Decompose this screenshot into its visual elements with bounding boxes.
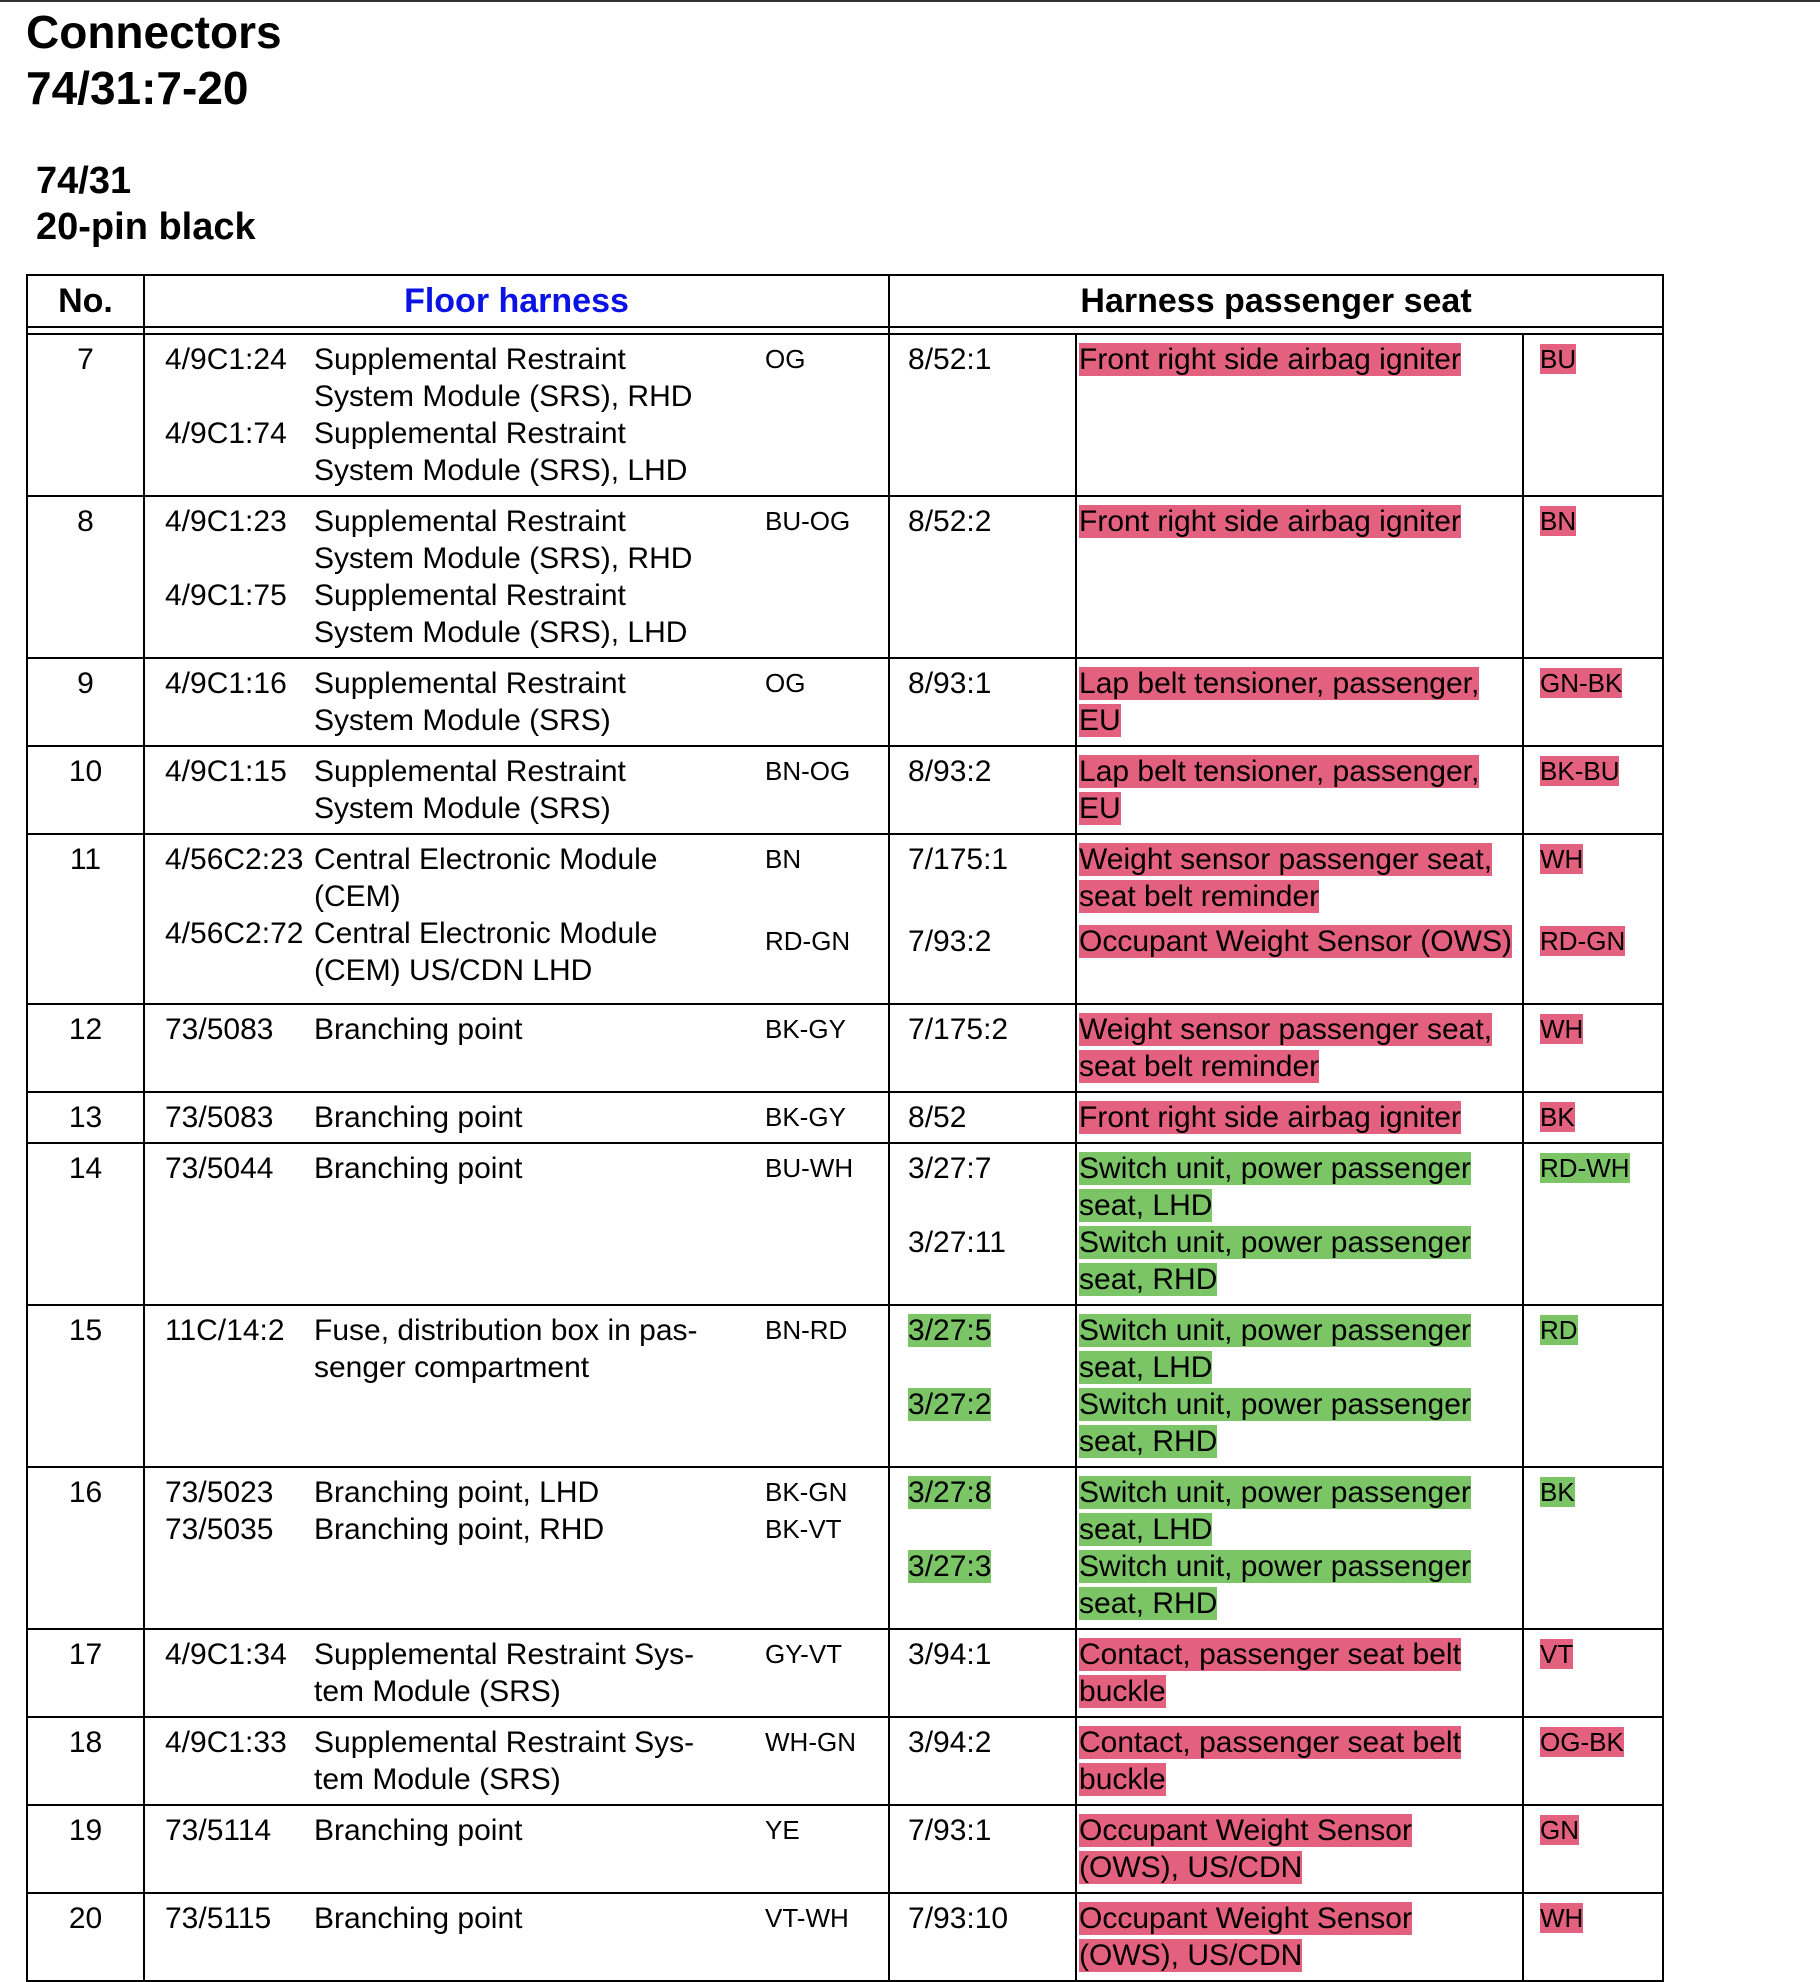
seat-desc: Weight sensor passenger seat, seat belt reminder [1079,843,1493,913]
floor-code: 4/9C1:74 [165,417,287,450]
table-row [27,1717,1663,1805]
floor-code-cell [144,496,314,658]
seat-pin: 8/93:1 [908,667,992,700]
pin-number-cell [27,334,144,496]
seat-pin: 7/93:1 [908,1814,992,1847]
floor-wire-color: BU-WH [765,1153,854,1183]
floor-code-cell [144,1004,314,1092]
seat-wire-color: BU [1540,344,1577,374]
header-double-rule [27,327,1663,334]
table-row [27,834,1663,1004]
pin-number: 7 [77,343,94,376]
table-row [27,1629,1663,1717]
seat-desc: Weight sensor passenger seat, seat belt reminder [1079,1013,1493,1083]
seat-desc: Contact, passenger seat belt buckle [1079,1638,1461,1708]
floor-wire-color: GY-VT [765,1639,843,1669]
pin-number: 12 [68,1013,103,1046]
pin-number: 18 [68,1726,103,1759]
pin-number: 17 [68,1638,103,1671]
pin-number-cell [27,1092,144,1143]
seat-wire-color: RD [1540,1315,1578,1345]
floor-wire-color: RD-GN [765,926,851,956]
page-title [26,4,282,116]
seat-wire-color: GN [1540,1815,1580,1845]
pin-number: 13 [68,1101,103,1134]
pin-number-cell [27,1717,144,1805]
pin-number-cell [27,1305,144,1467]
floor-code-cell [144,1629,314,1717]
top-rule [0,0,1820,2]
seat-desc-cell [1076,1143,1523,1305]
floor-desc: Branching point [314,1814,523,1847]
floor-wire-cell [747,746,889,834]
seat-wire-color: WH [1540,844,1584,874]
floor-desc-cell [314,834,747,1004]
seat-pin: 7/175:2 [908,1013,1009,1046]
pin-number: 8 [77,505,94,538]
floor-desc: Central Electronic Module (CEM) [314,843,658,913]
connector-heading [36,158,256,250]
floor-desc: Branching point [314,1101,523,1134]
floor-code: 4/9C1:34 [165,1638,287,1671]
floor-code: 4/9C1:23 [165,505,287,538]
floor-desc-cell [314,1143,747,1305]
seat-desc: Lap belt tensioner, passenger, EU [1079,667,1480,737]
seat-pin: 3/94:2 [908,1726,992,1759]
floor-desc-cell [314,1467,747,1629]
seat-desc-cell [1076,334,1523,496]
pin-number-cell [27,1143,144,1305]
pin-number-cell [27,834,144,1004]
seat-wire-cell [1523,1805,1663,1893]
seat-desc: Front right side airbag igniter [1079,1101,1461,1134]
pin-number: 19 [68,1814,103,1847]
connector-desc: 20-pin black [36,206,256,248]
seat-pin: 3/27:5 [908,1314,992,1347]
floor-wire-color: BK-VT [765,1514,842,1544]
connector-id: 74/31 [36,160,132,202]
seat-pin: 7/93:10 [908,1902,1009,1935]
title-line-1: Connectors [26,6,282,58]
floor-desc-cell [314,334,747,496]
floor-wire-cell [747,1092,889,1143]
floor-desc: Supplemental Restraint System Module (SRS), RHD [314,505,693,575]
table-row [27,1092,1663,1143]
floor-code: 4/56C2:72 [165,917,304,950]
seat-desc: Switch unit, power passenger seat, LHD [1079,1476,1471,1546]
header-floor-harness: Floor harness [144,275,889,327]
seat-desc: Switch unit, power passenger seat, RHD [1079,1226,1471,1296]
seat-pin: 7/93:2 [908,925,992,958]
floor-code-cell [144,658,314,746]
floor-desc: Supplemental Restraint System Module (SRS), RHD [314,343,693,413]
seat-wire-cell [1523,658,1663,746]
pin-number: 10 [68,755,103,788]
seat-wire-color: RD-GN [1540,926,1626,956]
seat-wire-color: GN-BK [1540,668,1623,698]
floor-wire-cell [747,834,889,1004]
connector-table [26,274,1664,1982]
table-row [27,334,1663,496]
floor-desc-cell [314,1717,747,1805]
header-no: No. [27,275,144,327]
floor-wire-color: OG [765,344,806,374]
floor-code: 11C/14:2 [165,1314,285,1347]
floor-code: 73/5114 [165,1814,272,1847]
floor-desc-cell [314,1092,747,1143]
floor-desc: Supplemental Restraint System Module (SRS), LHD [314,579,688,649]
floor-desc: Supplemental Restraint Sys-tem Module (SRS) [314,1638,695,1708]
seat-pin: 3/27:7 [908,1152,992,1185]
floor-wire-cell [747,334,889,496]
seat-wire-cell [1523,496,1663,658]
floor-code: 73/5044 [165,1152,274,1185]
floor-wire-color: YE [765,1815,800,1845]
seat-pin: 8/52:2 [908,505,992,538]
pin-number-cell [27,1629,144,1717]
seat-pin-cell [889,496,1076,658]
floor-desc: Central Electronic Module (CEM) US/CDN LHD [314,917,658,987]
floor-desc-cell [314,1629,747,1717]
seat-desc-cell [1076,1092,1523,1143]
seat-pin: 8/93:2 [908,755,992,788]
floor-code: 4/9C1:24 [165,343,287,376]
seat-desc: Switch unit, power passenger seat, RHD [1079,1388,1471,1458]
floor-code-cell [144,834,314,1004]
pin-number-cell [27,1893,144,1981]
seat-pin: 3/94:1 [908,1638,992,1671]
pin-number-cell [27,746,144,834]
floor-code: 73/5035 [165,1513,274,1546]
floor-desc: Fuse, distribution box in pas-senger compartment [314,1314,698,1384]
seat-pin-cell [889,1717,1076,1805]
floor-desc: Supplemental Restraint System Module (SRS) [314,667,626,737]
table-row [27,1805,1663,1893]
floor-wire-color: BN-RD [765,1315,848,1345]
header-seat-harness: Harness passenger seat [889,275,1663,327]
pin-number-cell [27,496,144,658]
seat-pin: 7/175:1 [908,843,1009,876]
floor-desc: Branching point [314,1152,523,1185]
floor-code-cell [144,1467,314,1629]
floor-wire-cell [747,1004,889,1092]
seat-wire-cell [1523,1467,1663,1629]
seat-wire-color: BN [1540,506,1577,536]
floor-wire-color: BN [765,844,802,874]
seat-pin-cell [889,1305,1076,1467]
floor-code: 4/9C1:15 [165,755,287,788]
table-row [27,1143,1663,1305]
table-row [27,1305,1663,1467]
pin-number: 14 [68,1152,103,1185]
seat-pin-cell [889,1467,1076,1629]
seat-desc-cell [1076,1004,1523,1092]
pin-number: 16 [68,1476,103,1509]
seat-desc-cell [1076,834,1523,1004]
seat-wire-color: BK-BU [1540,756,1620,786]
table-row [27,496,1663,658]
seat-desc-cell [1076,1805,1523,1893]
seat-wire-color: BK [1540,1477,1575,1507]
seat-pin-cell [889,1629,1076,1717]
seat-pin: 3/27:8 [908,1476,992,1509]
seat-pin: 3/27:3 [908,1550,992,1583]
seat-desc-cell [1076,1467,1523,1629]
floor-desc-cell [314,496,747,658]
seat-desc: Front right side airbag igniter [1079,343,1461,376]
floor-code: 4/9C1:33 [165,1726,287,1759]
seat-desc: Contact, passenger seat belt buckle [1079,1726,1461,1796]
seat-desc-cell [1076,1717,1523,1805]
seat-wire-cell [1523,334,1663,496]
seat-wire-cell [1523,834,1663,1004]
seat-desc: Switch unit, power passenger seat, LHD [1079,1314,1471,1384]
seat-wire-color: VT [1540,1639,1574,1669]
pin-number: 9 [77,667,94,700]
seat-desc-cell [1076,1305,1523,1467]
seat-wire-color: RD-WH [1540,1153,1630,1183]
floor-desc: Branching point [314,1902,523,1935]
floor-wire-color: BK-GY [765,1102,846,1132]
floor-code: 73/5023 [165,1476,274,1509]
floor-desc-cell [314,1893,747,1981]
seat-wire-color: BK [1540,1102,1575,1132]
seat-pin-cell [889,1092,1076,1143]
seat-desc: Occupant Weight Sensor (OWS), US/CDN [1079,1902,1412,1972]
seat-pin-cell [889,1143,1076,1305]
connector-table-wrap [26,274,1664,1982]
table-row [27,1893,1663,1981]
floor-desc-cell [314,658,747,746]
seat-wire-color: WH [1540,1903,1584,1933]
seat-desc: Occupant Weight Sensor (OWS), US/CDN [1079,1814,1412,1884]
seat-desc: Front right side airbag igniter [1079,505,1461,538]
seat-pin-cell [889,834,1076,1004]
seat-desc-cell [1076,658,1523,746]
floor-desc: Supplemental Restraint System Module (SRS) [314,755,626,825]
seat-wire-color: WH [1540,1014,1584,1044]
floor-code: 73/5083 [165,1013,274,1046]
seat-pin-cell [889,334,1076,496]
seat-wire-cell [1523,1305,1663,1467]
floor-wire-cell [747,1893,889,1981]
seat-desc: Occupant Weight Sensor (OWS) [1079,925,1512,958]
floor-wire-cell [747,1467,889,1629]
seat-wire-cell [1523,746,1663,834]
table-row [27,1467,1663,1629]
pin-number: 11 [69,843,102,876]
floor-desc-cell [314,1805,747,1893]
seat-wire-cell [1523,1092,1663,1143]
seat-wire-cell [1523,1717,1663,1805]
floor-desc: Branching point, LHD [314,1476,600,1509]
pin-number: 20 [68,1902,103,1935]
floor-wire-color: BN-OG [765,756,851,786]
floor-desc-cell [314,1305,747,1467]
floor-desc: Supplemental Restraint Sys-tem Module (SRS) [314,1726,695,1796]
seat-pin: 8/52 [908,1101,967,1134]
pin-number-cell [27,1467,144,1629]
floor-wire-color: VT-WH [765,1903,849,1933]
floor-desc-cell [314,746,747,834]
floor-wire-color: BK-GY [765,1014,846,1044]
floor-desc: Supplemental Restraint System Module (SRS), LHD [314,417,688,487]
seat-pin: 3/27:11 [908,1226,1006,1259]
floor-wire-color: OG [765,668,806,698]
pin-number-cell [27,658,144,746]
floor-wire-cell [747,1143,889,1305]
floor-desc: Branching point [314,1013,523,1046]
seat-desc-cell [1076,496,1523,658]
seat-wire-cell [1523,1143,1663,1305]
seat-pin-cell [889,1893,1076,1981]
seat-wire-cell [1523,1893,1663,1981]
floor-code-cell [144,1092,314,1143]
floor-wire-color: BK-GN [765,1477,848,1507]
pin-number-cell [27,1805,144,1893]
table-row [27,1004,1663,1092]
floor-wire-cell [747,1717,889,1805]
pin-number-cell [27,1004,144,1092]
floor-code-cell [144,334,314,496]
seat-desc: Switch unit, power passenger seat, RHD [1079,1550,1471,1620]
seat-pin-cell [889,746,1076,834]
floor-code-cell [144,1805,314,1893]
seat-wire-cell [1523,1629,1663,1717]
floor-wire-color: WH-GN [765,1727,856,1757]
seat-pin: 3/27:2 [908,1388,992,1421]
floor-code-cell [144,746,314,834]
seat-pin-cell [889,1805,1076,1893]
floor-wire-cell [747,496,889,658]
floor-wire-color: BU-OG [765,506,851,536]
table-row [27,658,1663,746]
floor-desc: Branching point, RHD [314,1513,605,1546]
floor-wire-cell [747,1805,889,1893]
floor-code-cell [144,1717,314,1805]
seat-wire-color: OG-BK [1540,1727,1624,1757]
floor-wire-cell [747,1305,889,1467]
floor-code: 4/56C2:23 [165,843,304,876]
floor-code: 4/9C1:16 [165,667,287,700]
seat-wire-cell [1523,1004,1663,1092]
floor-code-cell [144,1893,314,1981]
floor-code: 4/9C1:75 [165,579,287,612]
title-line-2: 74/31:7-20 [26,62,249,114]
floor-wire-cell [747,1629,889,1717]
seat-pin-cell [889,658,1076,746]
floor-code: 73/5115 [165,1902,272,1935]
floor-wire-cell [747,658,889,746]
pin-number: 15 [68,1314,103,1347]
floor-desc-cell [314,1004,747,1092]
seat-pin: 8/52:1 [908,343,992,376]
seat-desc: Switch unit, power passenger seat, LHD [1079,1152,1471,1222]
table-row [27,746,1663,834]
seat-desc-cell [1076,746,1523,834]
header-row [27,275,1663,327]
floor-code: 73/5083 [165,1101,274,1134]
seat-desc-cell [1076,1629,1523,1717]
seat-desc: Lap belt tensioner, passenger, EU [1079,755,1480,825]
seat-pin-cell [889,1004,1076,1092]
floor-code-cell [144,1143,314,1305]
seat-desc-cell [1076,1893,1523,1981]
floor-code-cell [144,1305,314,1467]
